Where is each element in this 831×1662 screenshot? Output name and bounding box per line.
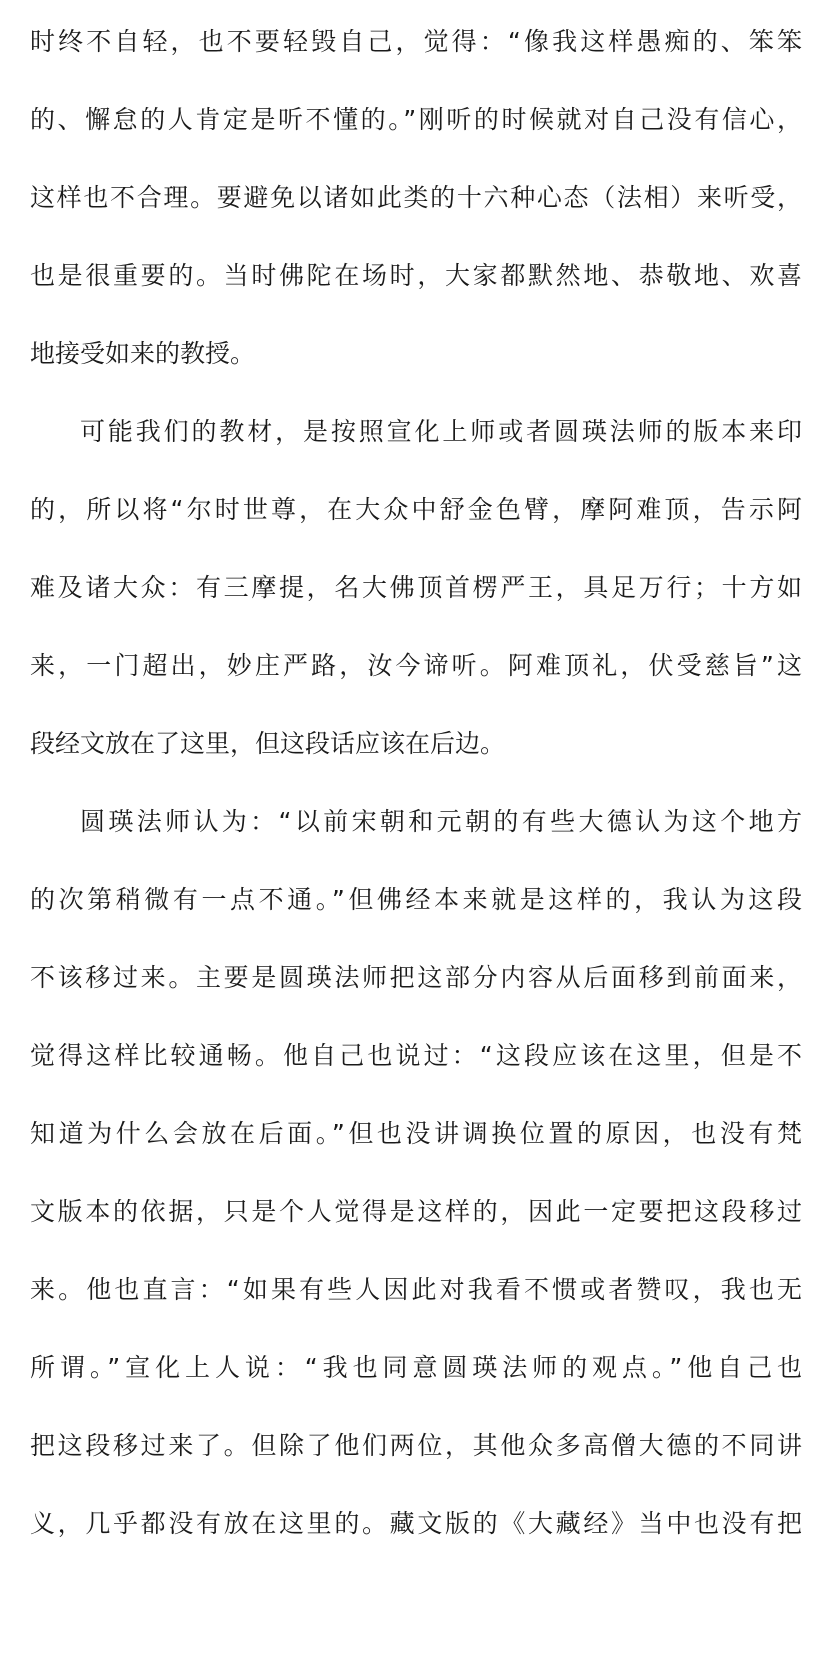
text-line-paragraph-end: 地接受如来的教授。 [30,339,256,368]
text-line: 不该移过来。主要是圆瑛法师把这部分内容从后面移到前面来， [30,963,802,992]
text-line-paragraph-start: 可能我们的教材，是按照宣化上师或者圆瑛法师的版本来印 [80,417,802,446]
text-line: 的、懈怠的人肯定是听不懂的。”刚听的时候就对自己没有信心， [30,105,802,134]
text-line: 难及诸大众：有三摩提，名大佛顶首楞严王，具足万行；十方如 [30,573,802,602]
text-line: 把这段移过来了。但除了他们两位，其他众多高僧大德的不同讲 [30,1431,802,1460]
text-line: 的次第稍微有一点不通。”但佛经本来就是这样的，我认为这段 [30,885,802,914]
text-line-paragraph-end: 段经文放在了这里，但这段话应该在后边。 [30,729,506,758]
text-line: 的，所以将“尔时世尊，在大众中舒金色臂，摩阿难顶，告示阿 [30,495,802,524]
text-line: 觉得这样比较通畅。他自己也说过：“这段应该在这里，但是不 [30,1041,802,1070]
text-line: 时终不自轻，也不要轻毁自己，觉得：“像我这样愚痴的、笨笨 [30,27,802,56]
text-line: 文版本的依据，只是个人觉得是这样的，因此一定要把这段移过 [30,1197,802,1226]
text-line: 知道为什么会放在后面。”但也没讲调换位置的原因，也没有梵 [30,1119,802,1148]
text-line: 这样也不合理。要避免以诸如此类的十六种心态（法相）来听受， [30,183,802,212]
text-line: 来。他也直言：“如果有些人因此对我看不惯或者赞叹，我也无 [30,1275,802,1304]
text-line: 来，一门超出，妙庄严路，汝今谛听。阿难顶礼，伏受慈旨”这 [30,651,802,680]
text-line-paragraph-start: 圆瑛法师认为：“以前宋朝和元朝的有些大德认为这个地方 [80,807,802,836]
text-line: 义，几乎都没有放在这里的。藏文版的《大藏经》当中也没有把 [30,1509,802,1538]
text-line: 所谓。”宣化上人说：“我也同意圆瑛法师的观点。”他自己也 [30,1353,802,1382]
text-line: 也是很重要的。当时佛陀在场时，大家都默然地、恭敬地、欢喜 [30,261,802,290]
